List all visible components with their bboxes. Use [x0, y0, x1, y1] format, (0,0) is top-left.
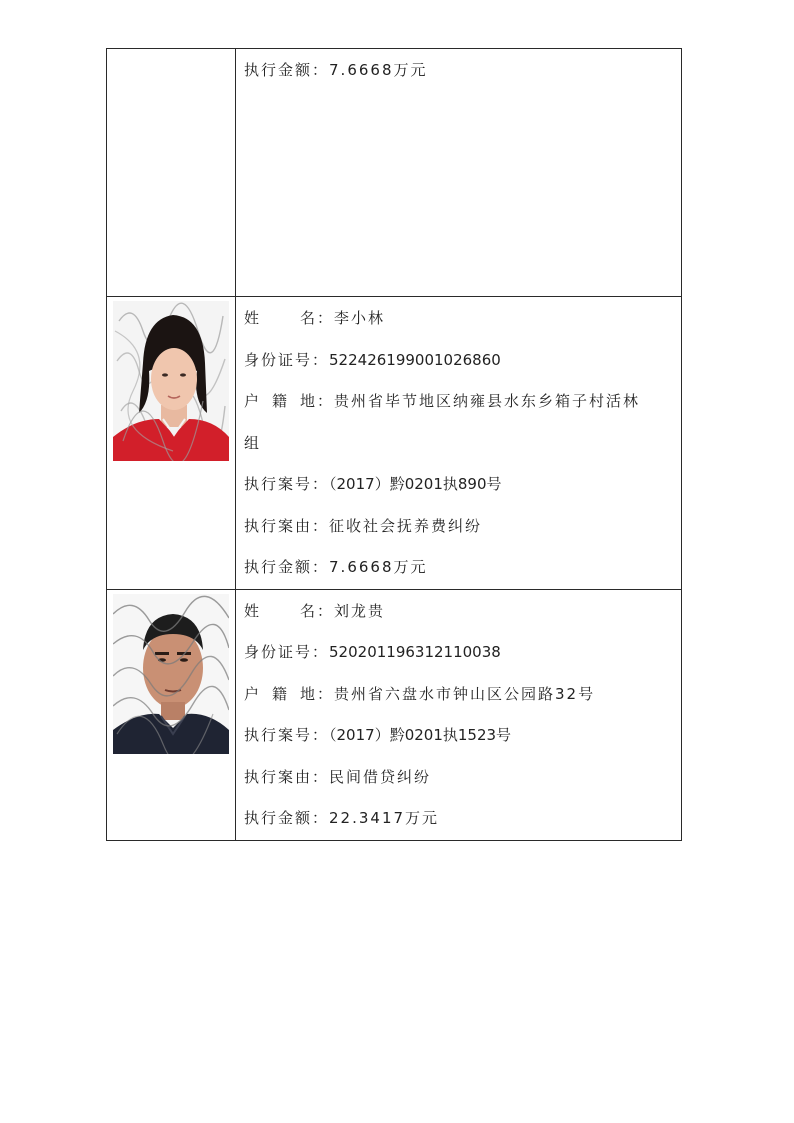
case-no-line — [244, 715, 681, 757]
amount-line — [244, 50, 681, 92]
case-no-value: （2017）黔0201执1523号 — [329, 726, 512, 744]
id-value: 522426199001026860 — [329, 350, 501, 369]
address-label: 户 籍 地： — [244, 392, 334, 410]
amount-label: 执行金额： — [244, 61, 330, 79]
amount-value: 7.6668万元 — [329, 558, 428, 576]
id-line — [244, 632, 681, 674]
name-line — [244, 298, 681, 340]
info-cell — [236, 297, 682, 590]
address-continuation — [244, 423, 681, 465]
case-reason-label: 执行案由： — [244, 516, 330, 535]
address-value: 贵州省六盘水市钟山区公园路32号 — [334, 684, 596, 703]
table-row — [107, 49, 682, 297]
id-label: 身份证号： — [244, 350, 330, 369]
photo-cell — [107, 589, 236, 840]
case-no-label: 执行案号： — [244, 475, 330, 493]
amount-label: 执行金额： — [244, 558, 330, 576]
amount-line — [244, 547, 681, 589]
case-reason-value: 民间借贷纠纷 — [329, 767, 432, 786]
id-label: 身份证号： — [244, 643, 330, 661]
case-no-label: 执行案号： — [244, 726, 330, 744]
photo-cell-empty — [107, 49, 236, 297]
amount-value: 22.3417万元 — [329, 809, 440, 827]
address-line — [244, 381, 681, 423]
table-row — [107, 589, 682, 840]
case-reason-label: 执行案由： — [244, 767, 330, 786]
amount-label: 执行金额： — [244, 809, 330, 827]
debtor-table — [106, 48, 682, 841]
name-label: 姓 名： — [244, 601, 334, 620]
person-photo-male — [113, 594, 229, 754]
table-row — [107, 297, 682, 590]
address-value-cont: 组 — [244, 433, 262, 452]
info-cell — [236, 589, 682, 840]
name-value: 刘龙贵 — [334, 601, 386, 620]
name-label: 姓 名： — [244, 309, 334, 327]
address-line — [244, 674, 681, 716]
amount-line — [244, 798, 681, 840]
case-reason-value: 征收社会抚养费纠纷 — [329, 516, 483, 535]
person-photo-female — [113, 301, 229, 461]
case-no-value: （2017）黔0201执890号 — [329, 475, 502, 493]
name-line — [244, 591, 681, 633]
case-reason-line — [244, 506, 681, 548]
id-line — [244, 340, 681, 382]
case-no-line — [244, 464, 681, 506]
address-label: 户 籍 地： — [244, 684, 334, 703]
info-cell — [236, 49, 682, 297]
name-value: 李小林 — [334, 309, 386, 327]
amount-value: 7.6668万元 — [329, 61, 428, 79]
address-value: 贵州省毕节地区纳雍县水东乡箱子村活林 — [334, 392, 641, 410]
photo-cell — [107, 297, 236, 590]
case-reason-line — [244, 757, 681, 799]
id-value: 520201196312110038 — [329, 643, 501, 661]
